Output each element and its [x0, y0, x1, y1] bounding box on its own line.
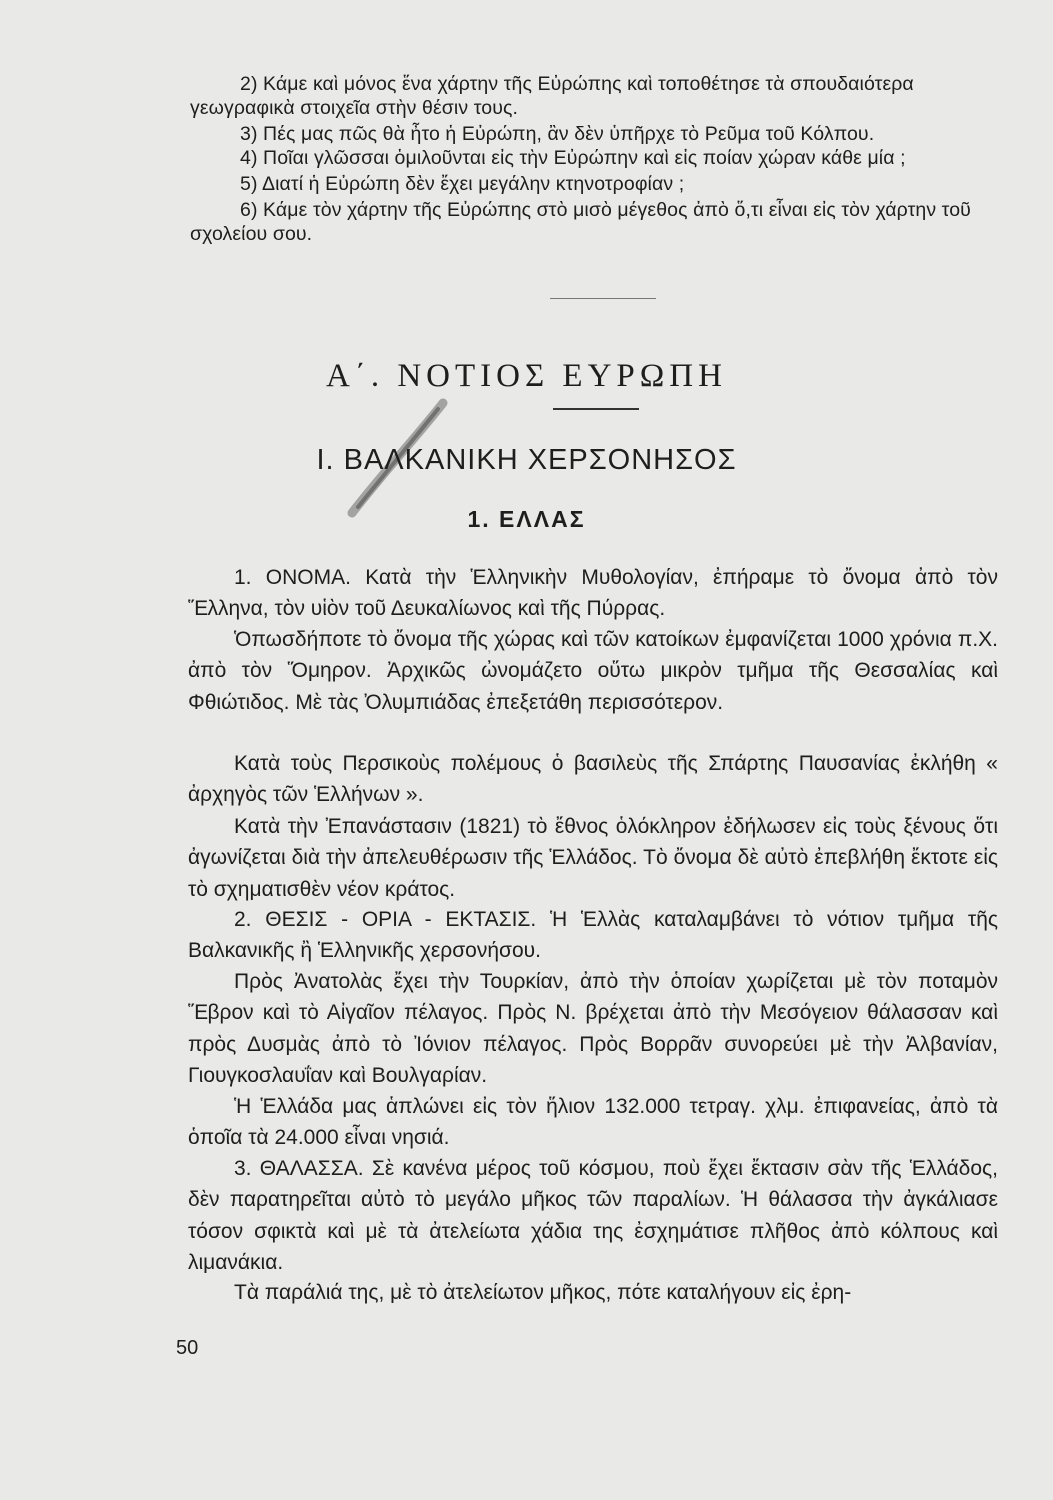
paragraph-sea: 3. ΘΑΛΑΣΣΑ. Σὲ κανένα μέρος τοῦ κόσμου, ποὺ ἔχει ἔκτασιν σὰν τῆς Ἑλλάδος, δὲν παρατηρεῖται αὐτὸ τὸ μεγάλο μῆκος τῶν παραλίων. Ἡ θάλασσα τὴν ἀγκάλιασε τόσον σφικτὰ καὶ μὲ τὰ ἀτελείωτα χάδια της ἐσχημάτισε πλῆθος ἀπὸ κόλπους καὶ λιμανάκια.: [188, 1157, 998, 1274]
paragraph-onoma-history: Ὁπωσδήποτε τὸ ὄνομα τῆς χώρας καὶ τῶν κατοίκων ἐμφανίζεται 1000 χρόνια π.Χ. ἀπὸ τὸν Ὅμηρον. Ἀρχικῶς ὠνομάζετο οὕτω μικρὸν τμῆμα τῆς Θεσσαλίας καὶ Φθιώτιδος. Μὲ τὰς Ὀλυμπιάδας ἐπεξετάθη περισσότερον.: [188, 628, 998, 714]
chapter-heading: Α΄. ΝΟΤΙΟΣ ΕΥΡΩΠΗ: [326, 358, 727, 394]
heading-underline: [553, 408, 639, 410]
section-title-greece: 1. ΕΛΛΑΣ: [467, 506, 586, 532]
paragraph-revolution: Κατὰ τὴν Ἐπανάστασιν (1821) τὸ ἔθνος ὁλόκληρον ἐδήλωσεν εἰς τοὺς ξένους ὅτι ἀγωνίζεται διὰ τὴν ἀπελευθέρωσιν τῆς Ἑλλάδος. Τὸ ὄνομα δὲ αὐτὸ ἐπεβλήθη ἔκτοτε εἰς τὸ σχηματισθὲν νέον κράτος.: [188, 815, 998, 901]
question-4: 4) Ποῖαι γλῶσσαι ὁμιλοῦνται εἰς τὴν Εὐρώπην καὶ εἰς ποίαν χώραν κάθε μία ;: [240, 147, 906, 169]
question-3: 3) Πές μας πῶς θὰ ἦτο ἡ Εὐρώπη, ἂν δὲν ὑπῆρχε τὸ Ρεῦμα τοῦ Κόλπου.: [240, 123, 875, 145]
paragraph-persian-wars: Κατὰ τοὺς Περσικοὺς πολέμους ὁ βασιλεὺς τῆς Σπάρτης Παυσανίας ἐκλήθη « ἀρχηγὸς τῶν Ἑλλήνων ».: [188, 752, 998, 807]
paragraph-thesis: 2. ΘΕΣΙΣ - ΟΡΙΑ - ΕΚΤΑΣΙΣ. Ἡ Ἑλλὰς καταλαμβάνει τὸ νότιον τμῆμα τῆς Βαλκανικῆς ἢ Ἑλληνικῆς χερσονήσου.: [188, 908, 998, 963]
paragraph-coasts: Τὰ παράλιά της, μὲ τὸ ἀτελείωτον μῆκος, πότε καταλήγουν εἰς ἐρη-: [234, 1281, 852, 1304]
question-6: 6) Κάμε τὸν χάρτην τῆς Εὐρώπης στὸ μισὸ μέγεθος ἀπὸ ὅ,τι εἶναι εἰς τὸν χάρτην τοῦ σχολείου σου.: [190, 199, 971, 245]
subheading-balkan: Ι. ΒΑΛΚΑΝΙΚΗ ΧΕΡΣΟΝΗΣΟΣ: [316, 444, 737, 476]
page-number: 50: [176, 1337, 199, 1359]
question-5: 5) Διατί ἡ Εὐρώπη δὲν ἔχει μεγάλην κτηνοτροφίαν ;: [240, 173, 685, 195]
paragraph-area: Ἡ Ἑλλάδα μας ἁπλώνει εἰς τὸν ἥλιον 132.000 τετραγ. χλμ. ἐπιφανείας, ἀπὸ τὰ ὁποῖα τὰ 24.000 εἶναι νησιά.: [188, 1095, 998, 1150]
paragraph-onoma: 1. ΟΝΟΜΑ. Κατὰ τὴν Ἑλληνικὴν Μυθολογίαν, ἐπήραμε τὸ ὄνομα ἀπὸ τὸν Ἕλληνα, τὸν υἱὸν τοῦ Δευκαλίωνος καὶ τῆς Πύρρας.: [188, 566, 998, 621]
question-2: 2) Κάμε καὶ μόνος ἕνα χάρτην τῆς Εὐρώπης καὶ τοποθέτησε τὰ σπουδαιότερα γεωγραφικὰ στοιχεῖα στὴν θέσιν τους.: [190, 73, 914, 119]
divider-line: [550, 298, 656, 299]
paragraph-borders: Πρὸς Ἀνατολὰς ἔχει τὴν Τουρκίαν, ἀπὸ τὴν ὁποίαν χωρίζεται μὲ τὸν ποταμὸν Ἕβρον καὶ τὸ Αἰγαῖον πέλαγος. Πρὸς Ν. βρέχεται ἀπὸ τὴν Μεσόγειον θάλασσαν καὶ πρὸς Δυσμὰς ἀπὸ τὸ Ἰόνιον πέλαγος. Πρὸς Βορρᾶν συνορεύει μὲ τὴν Ἀλβανίαν, Γιουγκοσλαυΐαν καὶ Βουλγαρίαν.: [188, 970, 998, 1087]
